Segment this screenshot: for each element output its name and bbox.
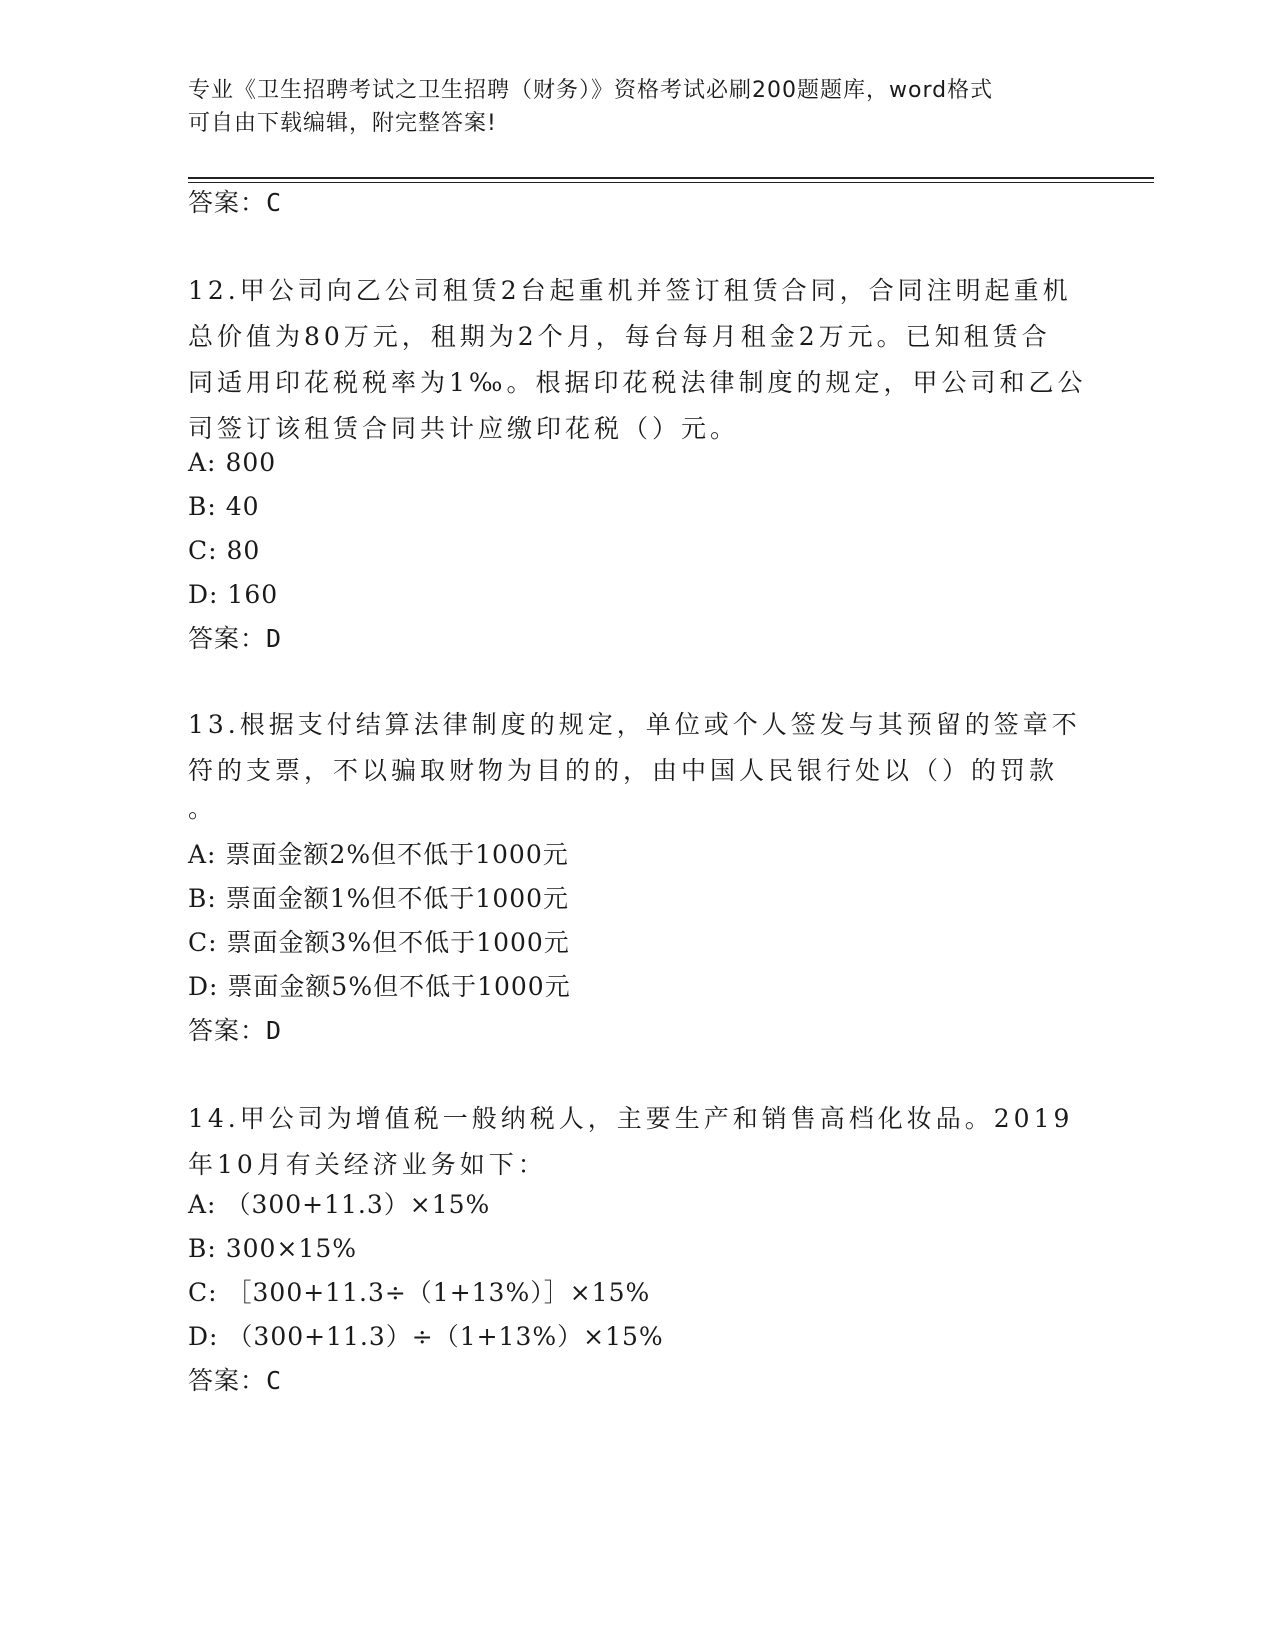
answer-label: 答案： [188, 1016, 267, 1045]
option-d: D: 160 [188, 580, 279, 609]
question-13-answer [188, 1014, 282, 1048]
answer-label: 答案： [188, 1366, 267, 1395]
answer-value: C [266, 188, 283, 217]
question-line: 13.根据支付结算法律制度的规定，单位或个人签发与其预留的签章不 [188, 710, 1081, 739]
question-12 [188, 268, 1088, 452]
question-line: 司签订该租赁合同共计应缴印花税（）元。 [188, 414, 740, 443]
question-line: 14.甲公司为增值税一般纳税人，主要生产和销售高档化妆品。2019 [188, 1104, 1074, 1133]
option-b: B: 票面金额1%但不低于1000元 [188, 884, 570, 913]
question-line: 总价值为80万元，租期为2个月，每台每月租金2万元。已知租赁合 [188, 322, 1051, 351]
option-a: A: 票面金额2%但不低于1000元 [188, 840, 569, 869]
header-divider-thin [188, 182, 1154, 183]
question-13 [188, 702, 1088, 824]
question-14 [188, 1096, 1088, 1188]
header-title-line-1: 专业《卫生招聘考试之卫生招聘（财务）》资格考试必刷200题题库，word格式 [188, 78, 994, 103]
header-divider [188, 177, 1154, 179]
question-number: 13. [188, 710, 240, 739]
question-number: 14. [188, 1104, 240, 1133]
question-14-answer [188, 1364, 282, 1398]
question-12-answer [188, 622, 282, 656]
option-c: C: ［300+11.3÷（1+13%）］×15% [188, 1278, 651, 1307]
option-d: D: 票面金额5%但不低于1000元 [188, 972, 571, 1001]
question-line: 。 [188, 794, 218, 823]
answer-value: D [266, 1016, 283, 1045]
question-line: 符的支票，不以骗取财物为目的的，由中国人民银行处以（）的罚款 [188, 756, 1059, 785]
header-title-line-2: 可自由下载编辑，附完整答案! [188, 111, 497, 136]
option-b: B: 40 [188, 492, 260, 521]
answer-value: C [266, 1366, 283, 1395]
option-b: B: 300×15% [188, 1234, 357, 1263]
previous-answer [188, 186, 282, 220]
question-number: 12. [188, 276, 240, 305]
option-d: D: （300+11.3）÷（1+13%）×15% [188, 1322, 664, 1351]
option-c: C: 80 [188, 536, 261, 565]
option-c: C: 票面金额3%但不低于1000元 [188, 928, 570, 957]
answer-value: D [266, 624, 283, 653]
answer-label: 答案： [188, 188, 267, 217]
option-a: A: 800 [188, 448, 277, 477]
question-line: 年10月有关经济业务如下： [188, 1150, 547, 1179]
answer-label: 答案： [188, 624, 267, 653]
question-line: 12.甲公司向乙公司租赁2台起重机并签订租赁合同，合同注明起重机 [188, 276, 1072, 305]
document-header [188, 74, 1088, 140]
question-line: 同适用印花税税率为1‰。根据印花税法律制度的规定，甲公司和乙公 [188, 368, 1087, 397]
option-a: A: （300+11.3）×15% [188, 1190, 491, 1219]
